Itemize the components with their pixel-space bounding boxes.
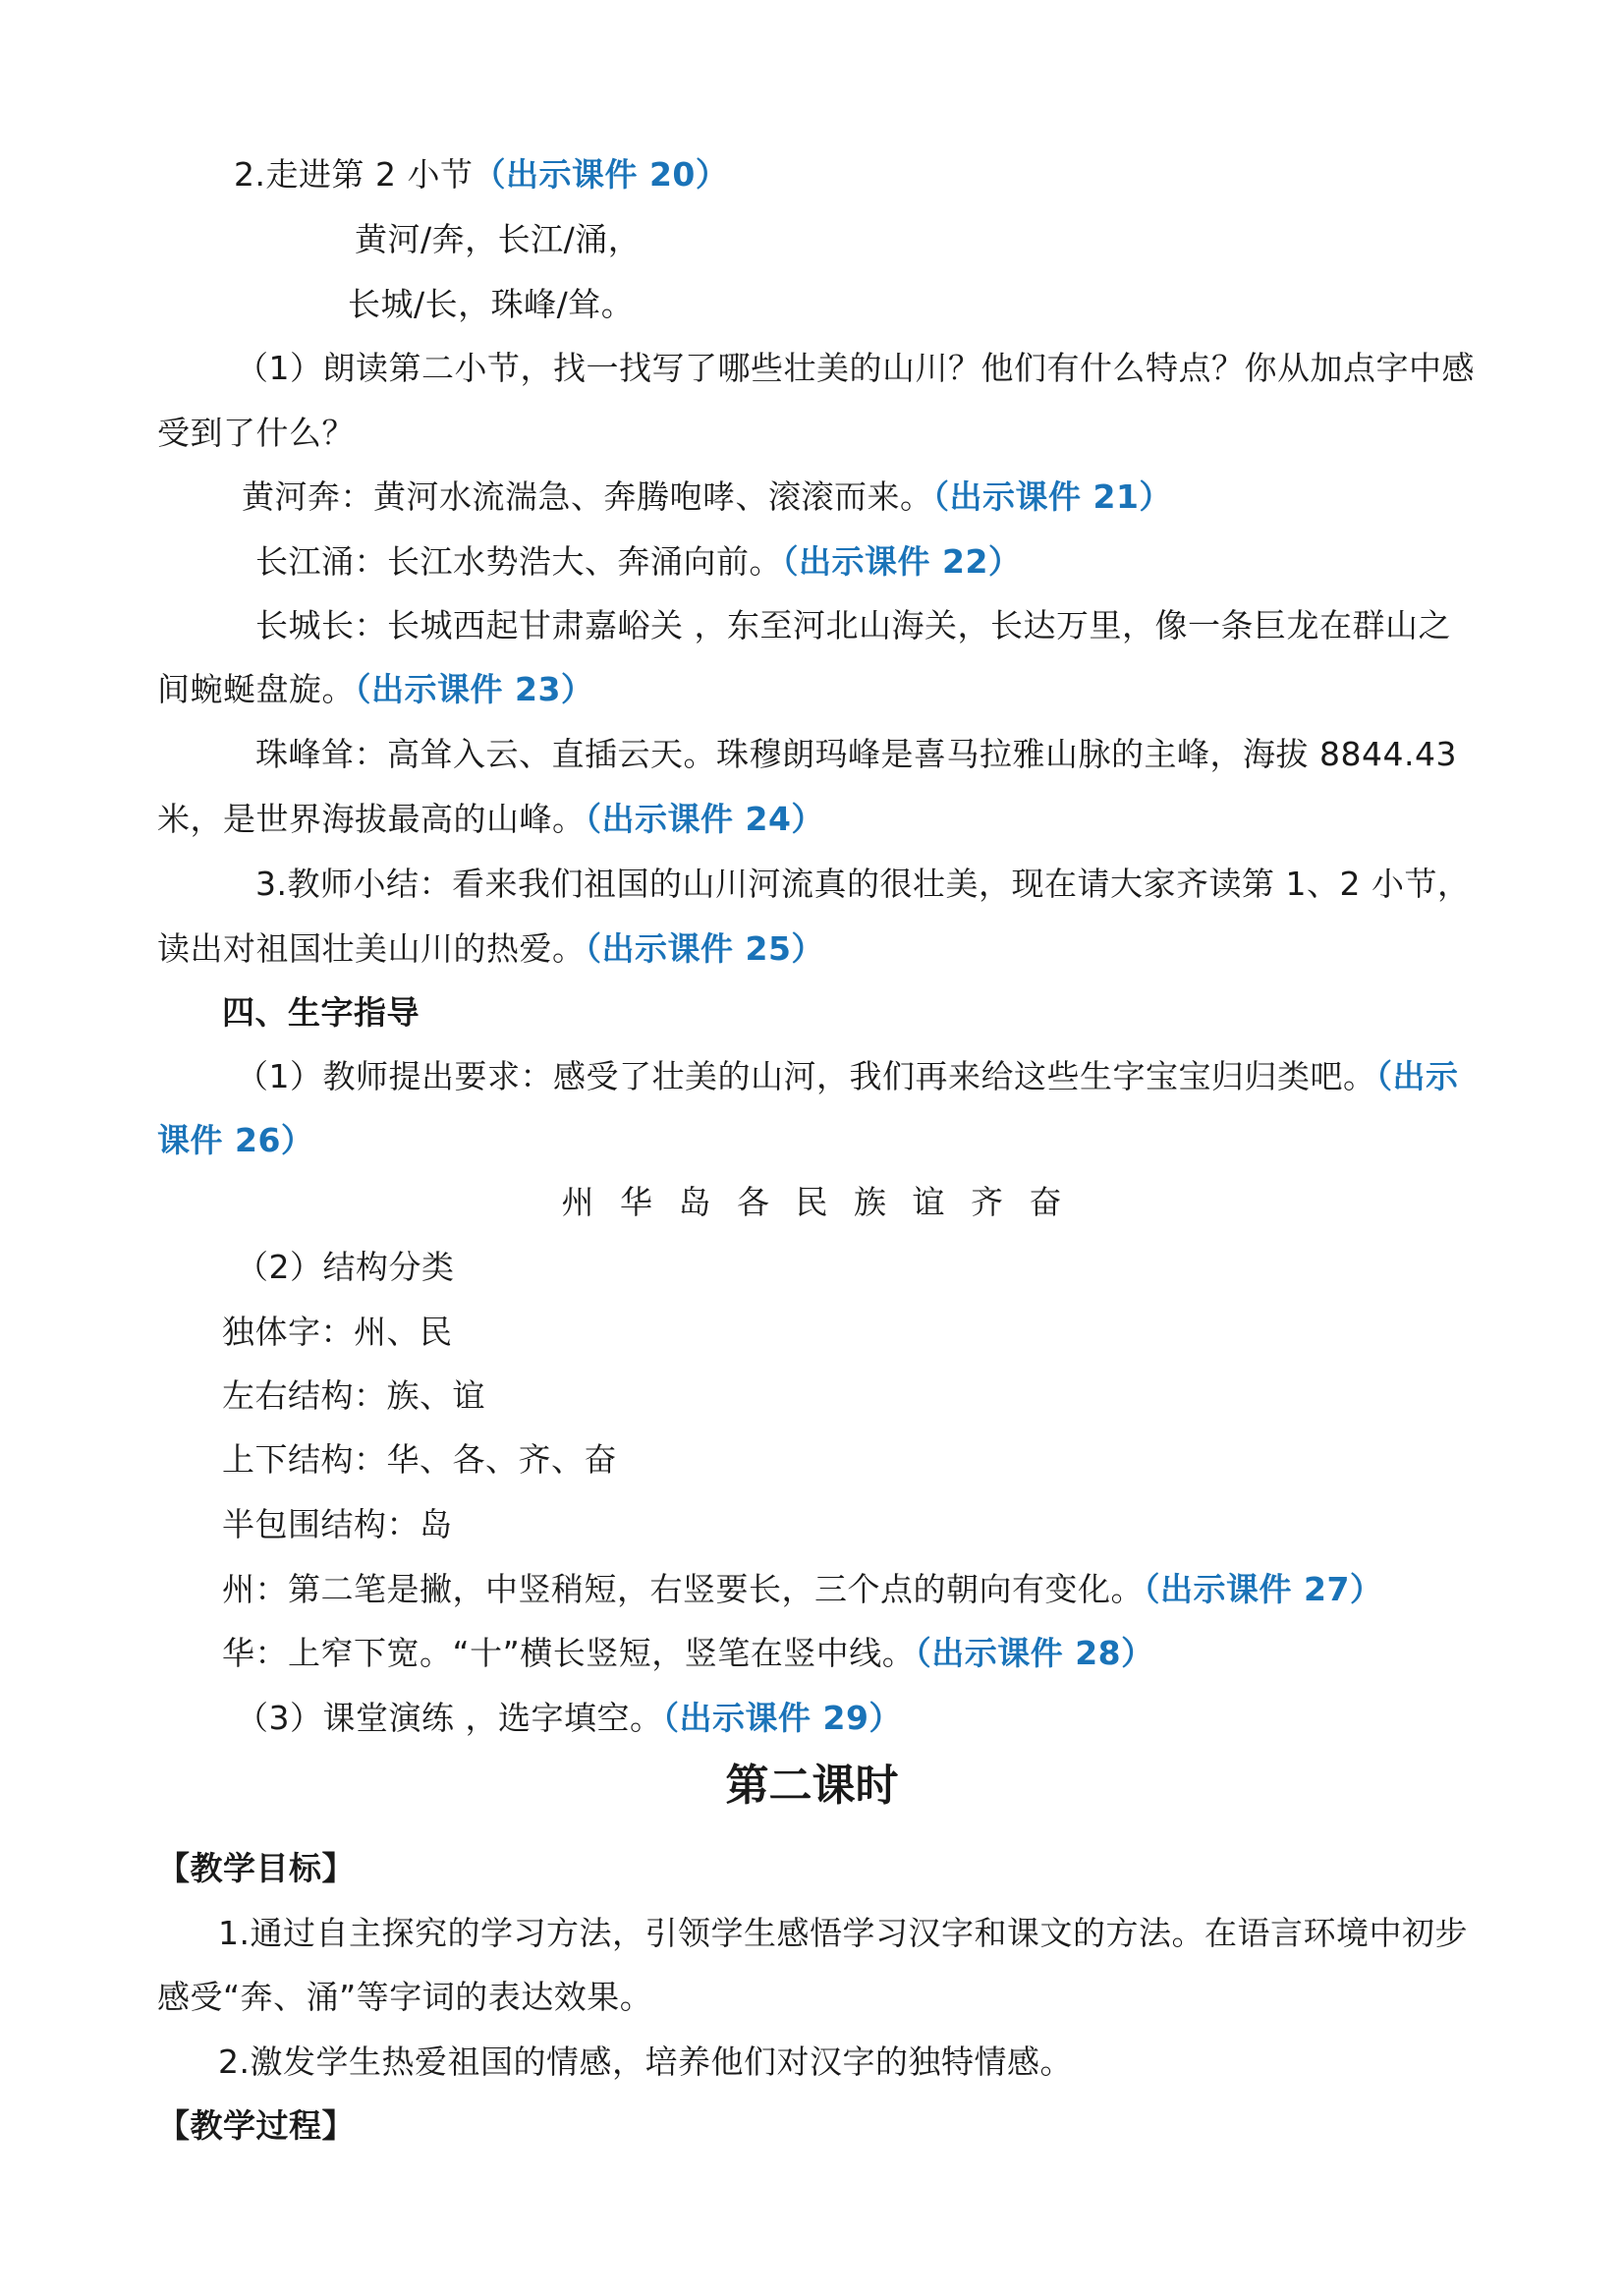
- teaching-goals-heading: 【教学目标】: [157, 1849, 355, 1887]
- poem-line-2: 长城/长，珠峰/耸。: [348, 285, 635, 323]
- question-1-line-1: （1）朗读第二小节，找一找写了哪些壮美的山川？他们有什么特点？你从加点字中感: [236, 349, 1475, 387]
- requirement-line-1: [236, 1055, 1459, 1098]
- huanghe-item: [242, 476, 1172, 519]
- section-4-heading: 四、生字指导: [222, 993, 420, 1032]
- courseware-ref: （出示课件 24）: [585, 800, 824, 838]
- changjiang-text: 长江涌：长江水势浩大、奔涌向前。: [255, 542, 782, 581]
- question-1-line-2: 受到了什么？: [157, 414, 355, 452]
- courseware-ref: （出示: [1375, 1057, 1459, 1095]
- summary-line-2: [157, 927, 824, 971]
- courseware-ref: （出示课件 25）: [585, 929, 824, 968]
- lesson-2-title: 第二课时: [725, 1761, 899, 1811]
- zhufeng-line-2: [157, 798, 824, 841]
- huanghe-text: 黄河奔：黄河水流湍急、奔腾咆哮、滚滚而来。: [242, 477, 933, 516]
- teaching-process-heading: 【教学过程】: [157, 2106, 355, 2145]
- structure-top-bottom: 上下结构：华、各、齐、奋: [222, 1440, 617, 1479]
- section-2-heading: [234, 153, 728, 196]
- summary-text: 读出对祖国壮美山川的热爱。: [157, 929, 586, 968]
- poem-line-1: 黄河/奔，长江/涌，: [355, 220, 642, 258]
- zhou-note: [222, 1568, 1382, 1611]
- practice-item: [236, 1697, 902, 1740]
- hua-note: [222, 1632, 1154, 1675]
- summary-line-1: 3.教师小结：看来我们祖国的山川河流真的很壮美，现在请大家齐读第 1、2 小节，: [255, 865, 1471, 903]
- courseware-ref: （出示课件 22）: [782, 542, 1022, 581]
- changcheng-text: 间蜿蜒盘旋。: [157, 670, 355, 708]
- requirement-text: （1）教师提出要求：感受了壮美的山河，我们再来给这些生字宝宝归归类吧。: [236, 1057, 1376, 1095]
- courseware-ref: （出示课件 23）: [355, 670, 594, 708]
- courseware-ref: （出示课件 28）: [915, 1634, 1154, 1672]
- structure-left-right: 左右结构：族、谊: [222, 1376, 485, 1415]
- zhufeng-text: 米，是世界海拔最高的山峰。: [157, 800, 586, 838]
- courseware-ref: （出示课件 21）: [932, 477, 1172, 516]
- structure-single: 独体字：州、民: [222, 1313, 453, 1351]
- structure-heading: （2）结构分类: [236, 1248, 455, 1286]
- changjiang-item: [255, 540, 1021, 584]
- new-characters-row: 州 华 岛 各 民 族 谊 齐 奋: [561, 1183, 1063, 1221]
- zhufeng-line-1: 珠峰耸：高耸入云、直插云天。珠穆朗玛峰是喜马拉雅山脉的主峰，海拔 8844.43: [255, 735, 1457, 773]
- requirement-line-2: 课件 26）: [157, 1121, 314, 1159]
- goal-1-line-1: 1.通过自主探究的学习方法，引领学生感悟学习汉字和课文的方法。在语言环境中初步: [218, 1914, 1468, 1952]
- hua-text: 华：上窄下宽。“十”横长竖短，竖笔在竖中线。: [222, 1634, 916, 1672]
- courseware-ref: （出示课件 27）: [1144, 1570, 1383, 1608]
- practice-text: （3）课堂演练 ，选字填空。: [236, 1699, 663, 1737]
- courseware-ref: （出示课件 29）: [662, 1699, 902, 1737]
- section-2-title: 2.走进第 2 小节: [234, 155, 474, 194]
- structure-half-enclosed: 半包围结构：岛: [222, 1505, 453, 1543]
- goal-2: 2.激发学生热爱祖国的情感，培养他们对汉字的独特情感。: [218, 2043, 1073, 2081]
- changcheng-line-1: 长城长：长城西起甘肃嘉峪关 ，东至河北山海关，长达万里，像一条巨龙在群山之: [255, 606, 1451, 644]
- goal-1-line-2: 感受“奔、涌”等字词的表达效果。: [157, 1978, 653, 2016]
- courseware-ref: （出示课件 20）: [473, 155, 729, 194]
- changcheng-line-2: [157, 668, 593, 711]
- zhou-text: 州：第二笔是撇，中竖稍短，右竖要长，三个点的朝向有变化。: [222, 1570, 1144, 1608]
